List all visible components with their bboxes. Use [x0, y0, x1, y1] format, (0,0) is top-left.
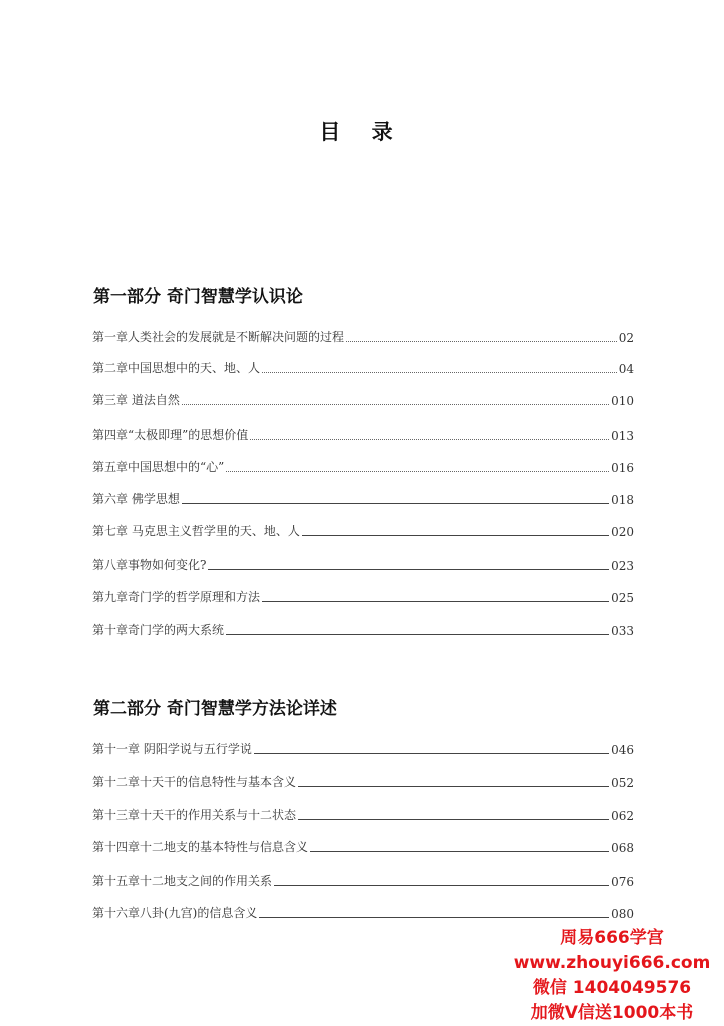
toc-entry[interactable] [92, 772, 634, 790]
toc-entry-page: 062 [611, 809, 634, 823]
toc-leader [254, 753, 609, 754]
toc-entry-label: 第十六章八卦(九宫)的信息含义 [92, 906, 258, 920]
toc-entry-label: 第十章奇门学的两大系统 [92, 623, 225, 637]
watermark [512, 926, 712, 1026]
toc-leader [250, 439, 609, 440]
toc-leader [182, 404, 609, 405]
toc-entry-page: 018 [611, 493, 634, 507]
toc-entry-label: 第一章人类社会的发展就是不断解决问题的过程 [92, 330, 345, 344]
toc-entry-label: 第四章“太极即理”的思想价值 [92, 428, 249, 442]
toc-entry[interactable] [92, 555, 634, 573]
toc-leader [226, 471, 609, 472]
watermark-line-wechat: 微信 1404049576 [532, 978, 692, 998]
toc-entry-page: 068 [611, 841, 634, 855]
toc-entry-page: 025 [611, 591, 634, 605]
toc-entry-page: 04 [618, 362, 634, 376]
toc-leader [298, 786, 609, 787]
toc-entry-page: 020 [611, 525, 634, 539]
toc-leader [310, 851, 609, 852]
toc-leader [262, 601, 609, 602]
toc-entry-label: 第六章 佛学思想 [92, 492, 180, 506]
toc-entry-label: 第十五章十二地支之间的作用关系 [92, 874, 273, 888]
toc-leader [259, 917, 609, 918]
toc-entry[interactable] [92, 489, 634, 507]
toc-leader [182, 503, 609, 504]
toc-entry-label: 第十二章十天干的信息特性与基本含义 [92, 775, 297, 789]
toc-entry-label: 第十一章 阴阳学说与五行学说 [92, 742, 252, 756]
toc-entry[interactable] [92, 837, 634, 855]
watermark-line-offer: 加微V信送1000本书 [530, 1003, 694, 1023]
watermark-line-url: www.zhouyi666.com [513, 953, 711, 973]
toc-entry[interactable] [92, 327, 634, 345]
toc-leader [262, 372, 617, 373]
part-heading-2: 第二部分 奇门智慧学方法论详述 [93, 699, 337, 719]
toc-entry-label: 第九章奇门学的哲学原理和方法 [92, 590, 261, 604]
toc-entry-label: 第八章事物如何变化? [92, 558, 207, 572]
toc-entry-page: 080 [611, 907, 634, 921]
toc-entry-page: 016 [611, 461, 634, 475]
toc-entry-page: 046 [611, 743, 634, 757]
page-title: 目 录 [319, 119, 405, 144]
toc-leader [274, 885, 609, 886]
toc-entry[interactable] [92, 358, 634, 376]
toc-leader [208, 569, 609, 570]
watermark-line-name: 周易666学宫 [560, 928, 664, 948]
part-heading-1: 第一部分 奇门智慧学认识论 [93, 287, 303, 307]
toc-leader [346, 341, 617, 342]
toc-entry[interactable] [92, 521, 634, 539]
toc-entry-page: 052 [611, 776, 634, 790]
toc-leader [298, 819, 609, 820]
toc-entry-label: 第十四章十二地支的基本特性与信息含义 [92, 840, 309, 854]
toc-entry-page: 033 [611, 624, 634, 638]
toc-entry-label: 第七章 马克思主义哲学里的天、地、人 [92, 524, 300, 538]
toc-entry-label: 第三章 道法自然 [92, 393, 180, 407]
toc-entry-label: 第五章中国思想中的“心” [92, 460, 225, 474]
toc-entry[interactable] [92, 805, 634, 823]
toc-entry[interactable] [92, 425, 634, 443]
toc-entry-page: 02 [618, 331, 634, 345]
toc-leader [226, 634, 609, 635]
toc-entry-page: 023 [611, 559, 634, 573]
toc-entry-label: 第二章中国思想中的天、地、人 [92, 361, 261, 375]
toc-entry[interactable] [92, 739, 634, 757]
toc-entry[interactable] [92, 871, 634, 889]
toc-entry-label: 第十三章十天干的作用关系与十二状态 [92, 808, 297, 822]
toc-entry[interactable] [92, 390, 634, 408]
toc-entry[interactable] [92, 587, 634, 605]
toc-entry-page: 013 [611, 429, 634, 443]
toc-entry[interactable] [92, 620, 634, 638]
toc-entry-page: 076 [611, 875, 634, 889]
toc-entry[interactable] [92, 903, 634, 921]
toc-entry-page: 010 [611, 394, 634, 408]
toc-entry[interactable] [92, 457, 634, 475]
toc-leader [302, 535, 609, 536]
